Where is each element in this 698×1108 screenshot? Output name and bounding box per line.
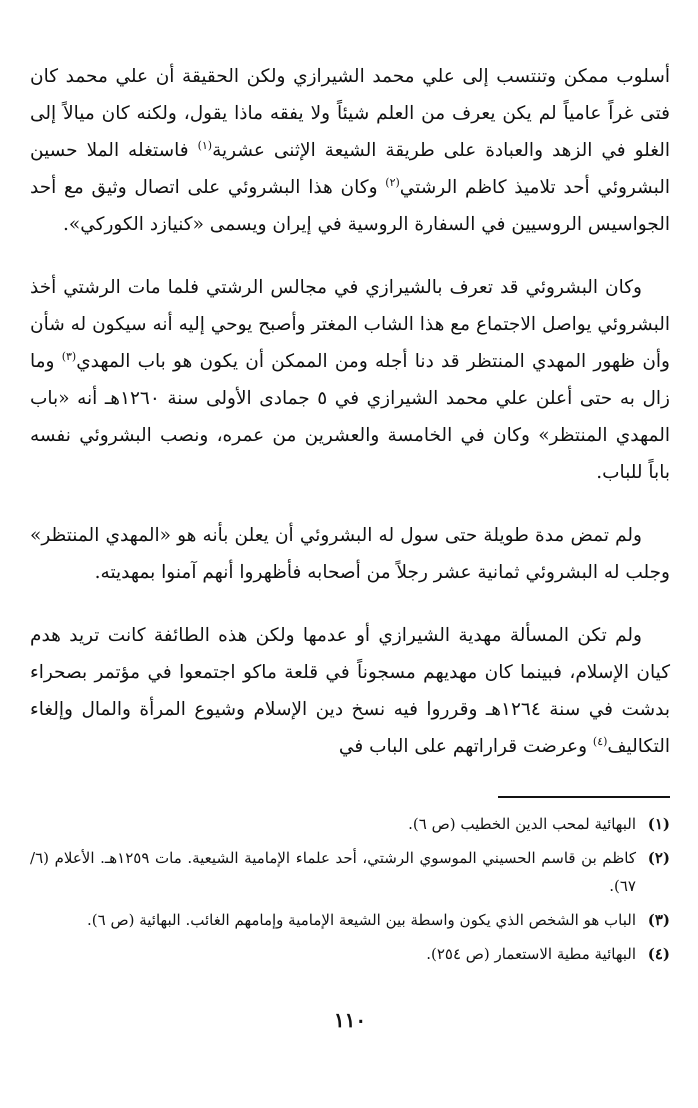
paragraph-2 bbox=[30, 269, 670, 491]
footnote-2-number: (٢) bbox=[647, 849, 670, 867]
paragraph-3 bbox=[30, 517, 670, 591]
footnote-2 bbox=[30, 844, 670, 900]
paragraph-1-text-middle: فاستغله الملا حسين البشروئي أحد تلاميذ كاظم الرشتي bbox=[30, 140, 670, 198]
footnote-4 bbox=[30, 940, 670, 968]
paragraph-1 bbox=[30, 58, 670, 243]
paragraph-2-text-after: وما زال به حتى أعلن علي محمد الشيرازي في ٥ جمادى الأولى سنة ١٢٦٠هـ أنه «باب المهدي المنتظر» وكان في الخامسة والعشرين من عمره، ونصب البشروئي نفسه باباً للباب. bbox=[30, 351, 670, 483]
footnote-3 bbox=[30, 906, 670, 934]
paragraph-4 bbox=[30, 617, 670, 765]
footnote-1-text: البهائية لمحب الدين الخطيب (ص ٦). bbox=[408, 815, 636, 833]
footnote-3-number: (٣) bbox=[647, 911, 670, 929]
footnote-3-text: الباب هو الشخص الذي يكون واسطة بين الشيعة الإمامية وإمامهم الغائب. البهائية (ص ٦). bbox=[87, 911, 636, 929]
footnote-1-number: (١) bbox=[647, 815, 670, 833]
footnote-1 bbox=[30, 810, 670, 838]
footnote-ref-4: (٤) bbox=[592, 734, 608, 748]
paragraph-1-text-after: وكان هذا البشروئي على اتصال وثيق مع أحد الجواسيس الروسيين في السفارة الروسية في إيران ويسمى «كنيازد الكوركي». bbox=[30, 177, 670, 235]
paragraph-4-text-after: وعرضت قراراتهم على الباب في bbox=[338, 736, 593, 757]
footnote-ref-2: (٢) bbox=[385, 175, 400, 189]
footnote-ref-3: (٣) bbox=[61, 349, 77, 363]
footnote-divider bbox=[498, 796, 670, 798]
footnotes-list bbox=[30, 810, 670, 974]
paragraph-2-text-before: وكان البشروئي قد تعرف بالشيرازي في مجالس الرشتي فلما مات الرشتي أخذ البشروئي يواصل الاجتماع مع هذا الشاب المغتر وأصبح يوحي إليه أنه سيكون له شأن وأن ظهور المهدي المنتظر قد دنا أجله ومن الممكن أن يكون هو باب المهدي bbox=[30, 277, 670, 372]
footnote-4-number: (٤) bbox=[647, 945, 670, 963]
footnote-ref-1: (١) bbox=[197, 138, 213, 152]
footnote-2-text: كاظم بن قاسم الحسيني الموسوي الرشتي، أحد علماء الإمامية الشيعية. مات ١٢٥٩هـ. الأعلام (٦/ ٦٧). bbox=[30, 849, 636, 895]
footnote-4-text: البهائية مطية الاستعمار (ص ٢٥٤). bbox=[426, 945, 636, 963]
page-number: ١١٠ bbox=[333, 1008, 367, 1032]
paragraph-4-text-before: ولم تكن المسألة مهدية الشيرازي أو عدمها ولكن هذه الطائفة كانت تريد هدم كيان الإسلام، فبينما كان مهديهم مسجوناً في قلعة ماكو اجتمعوا في مؤتمر بصحراء بدشت في سنة ١٢٦٤هـ وقرروا فيه نسخ دين الإسلام وشيوع المرأة والمال وإلغاء التكاليف bbox=[30, 625, 670, 757]
book-page bbox=[30, 58, 670, 1098]
paragraph-3-text: ولم تمض مدة طويلة حتى سول له البشروئي أن يعلن بأنه هو «المهدي المنتظر» وجلب له البشروئي ثمانية عشر رجلاً من أصحابه فأظهروا أنهم آمنوا بمهديته. bbox=[30, 525, 670, 583]
paragraph-1-text-before: أسلوب ممكن وتنتسب إلى علي محمد الشيرازي ولكن الحقيقة أن علي محمد كان فتى غراً عامياً لم يكن يعرف من العلم شيئاً ولا يفقه ماذا يقول، ولكنه كان ميالاً إلى الغلو في الزهد والعبادة على طريقة الشيعة الإثنى عشرية bbox=[30, 66, 671, 161]
